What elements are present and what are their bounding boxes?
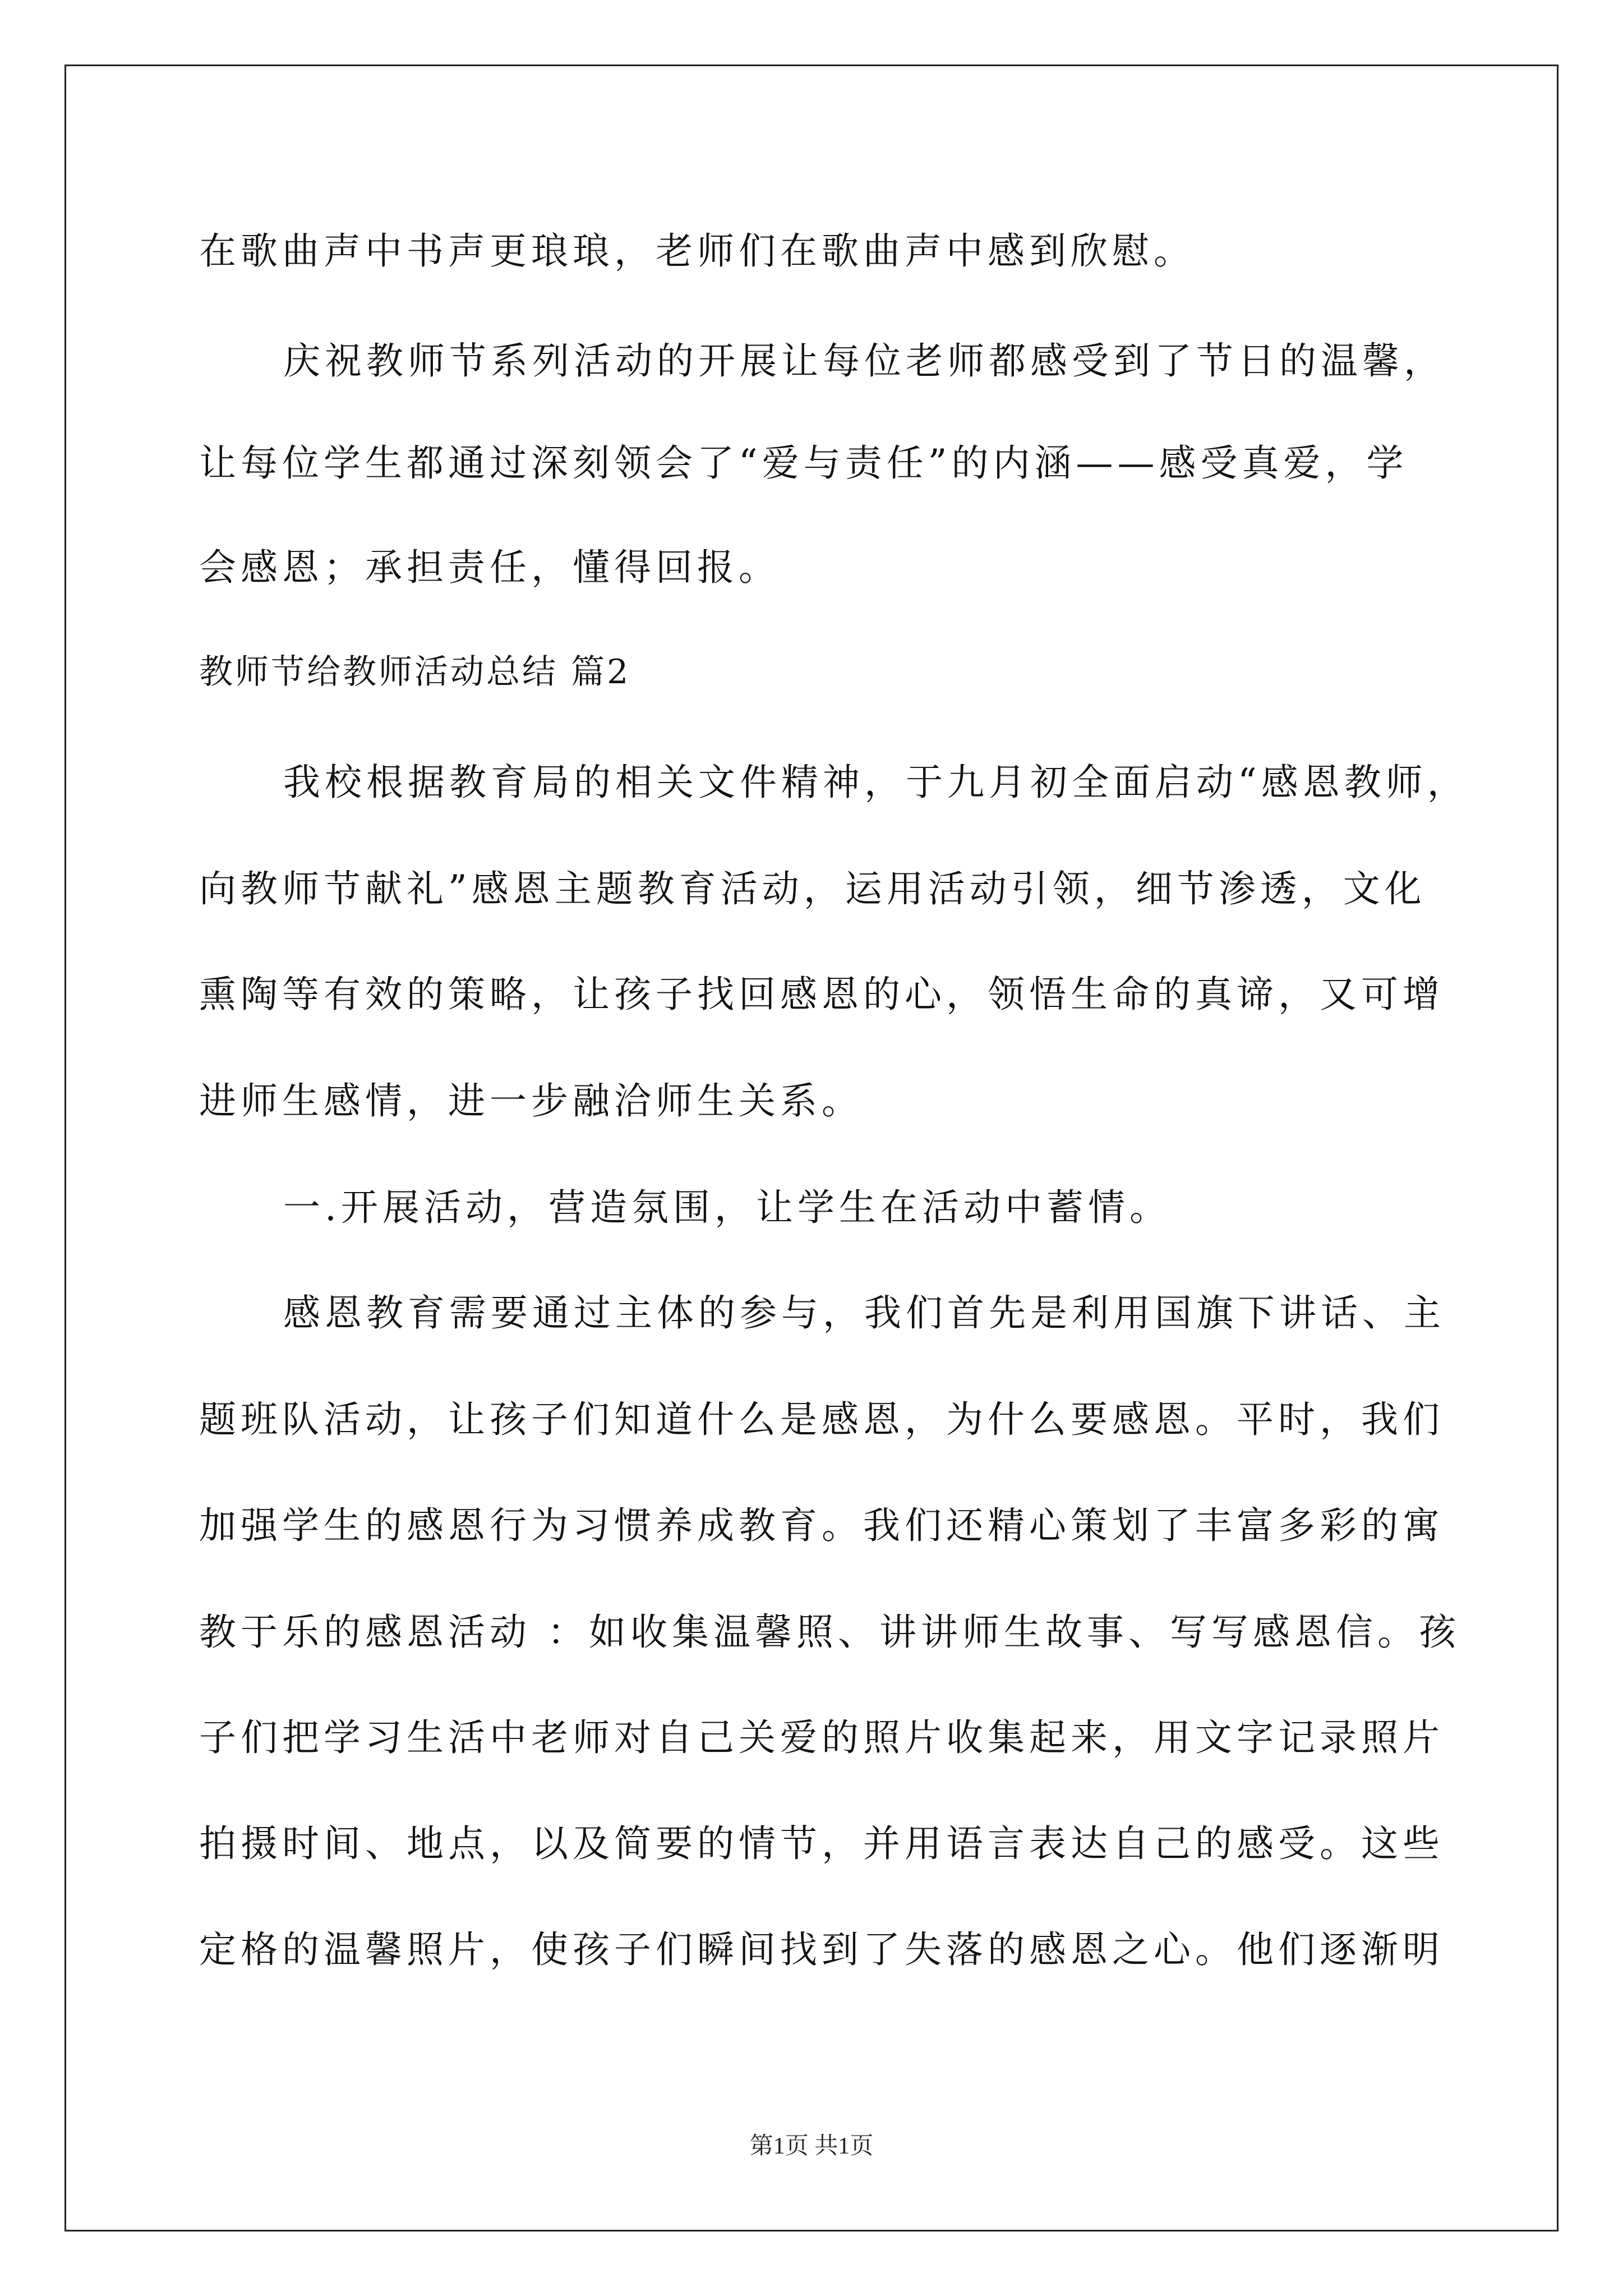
text-line: 加强学生的感恩行为习惯养成教育。我们还精心策划了丰富多彩的寓 xyxy=(199,1504,1444,1547)
text-line: 让每位学生都通过深刻领会了“爱与责任”的内涵——感受真爱，学 xyxy=(199,441,1408,485)
text-line: 向教师节献礼”感恩主题教育活动，运用活动引领，细节渗透，文化 xyxy=(199,867,1426,910)
text-line: 题班队活动，让孩子们知道什么是感恩，为什么要感恩。平时，我们 xyxy=(199,1398,1444,1441)
text-line: 一.开展活动，营造氛围，让学生在活动中蓄情。 xyxy=(283,1186,1171,1229)
text-line: 教于乐的感恩活动 ：如收集温馨照、讲讲师生故事、写写感恩信。孩 xyxy=(199,1611,1460,1654)
page-number-footer: 第1页 共1页 xyxy=(749,2133,874,2159)
text-line: 进师生感情，进一步融洽师生关系。 xyxy=(199,1079,863,1122)
text-line: 定格的温馨照片，使孩子们瞬间找到了失落的感恩之心。他们逐渐明 xyxy=(199,1928,1444,1971)
text-line: 在歌曲声中书声更琅琅，老师们在歌曲声中感到欣慰。 xyxy=(199,229,1195,273)
text-line: 我校根据教育局的相关文件精神，于九月初全面启动“感恩教师， xyxy=(283,761,1469,804)
text-line: 会感恩；承担责任，懂得回报。 xyxy=(199,546,780,589)
section-heading: 教师节给教师活动总结 篇2 xyxy=(199,652,631,692)
text-line: 感恩教育需要通过主体的参与，我们首先是利用国旗下讲话、主 xyxy=(283,1291,1445,1335)
text-line: 拍摄时间、地点，以及简要的情节，并用语言表达自己的感受。这些 xyxy=(199,1822,1444,1865)
page-border xyxy=(64,65,1559,2231)
text-line: 子们把学习生活中老师对自己关爱的照片收集起来，用文字记录照片 xyxy=(199,1716,1444,1759)
text-line: 庆祝教师节系列活动的开展让每位老师都感受到了节日的温馨， xyxy=(283,339,1445,383)
text-line: 熏陶等有效的策略，让孩子找回感恩的心，领悟生命的真谛，又可增 xyxy=(199,973,1444,1016)
